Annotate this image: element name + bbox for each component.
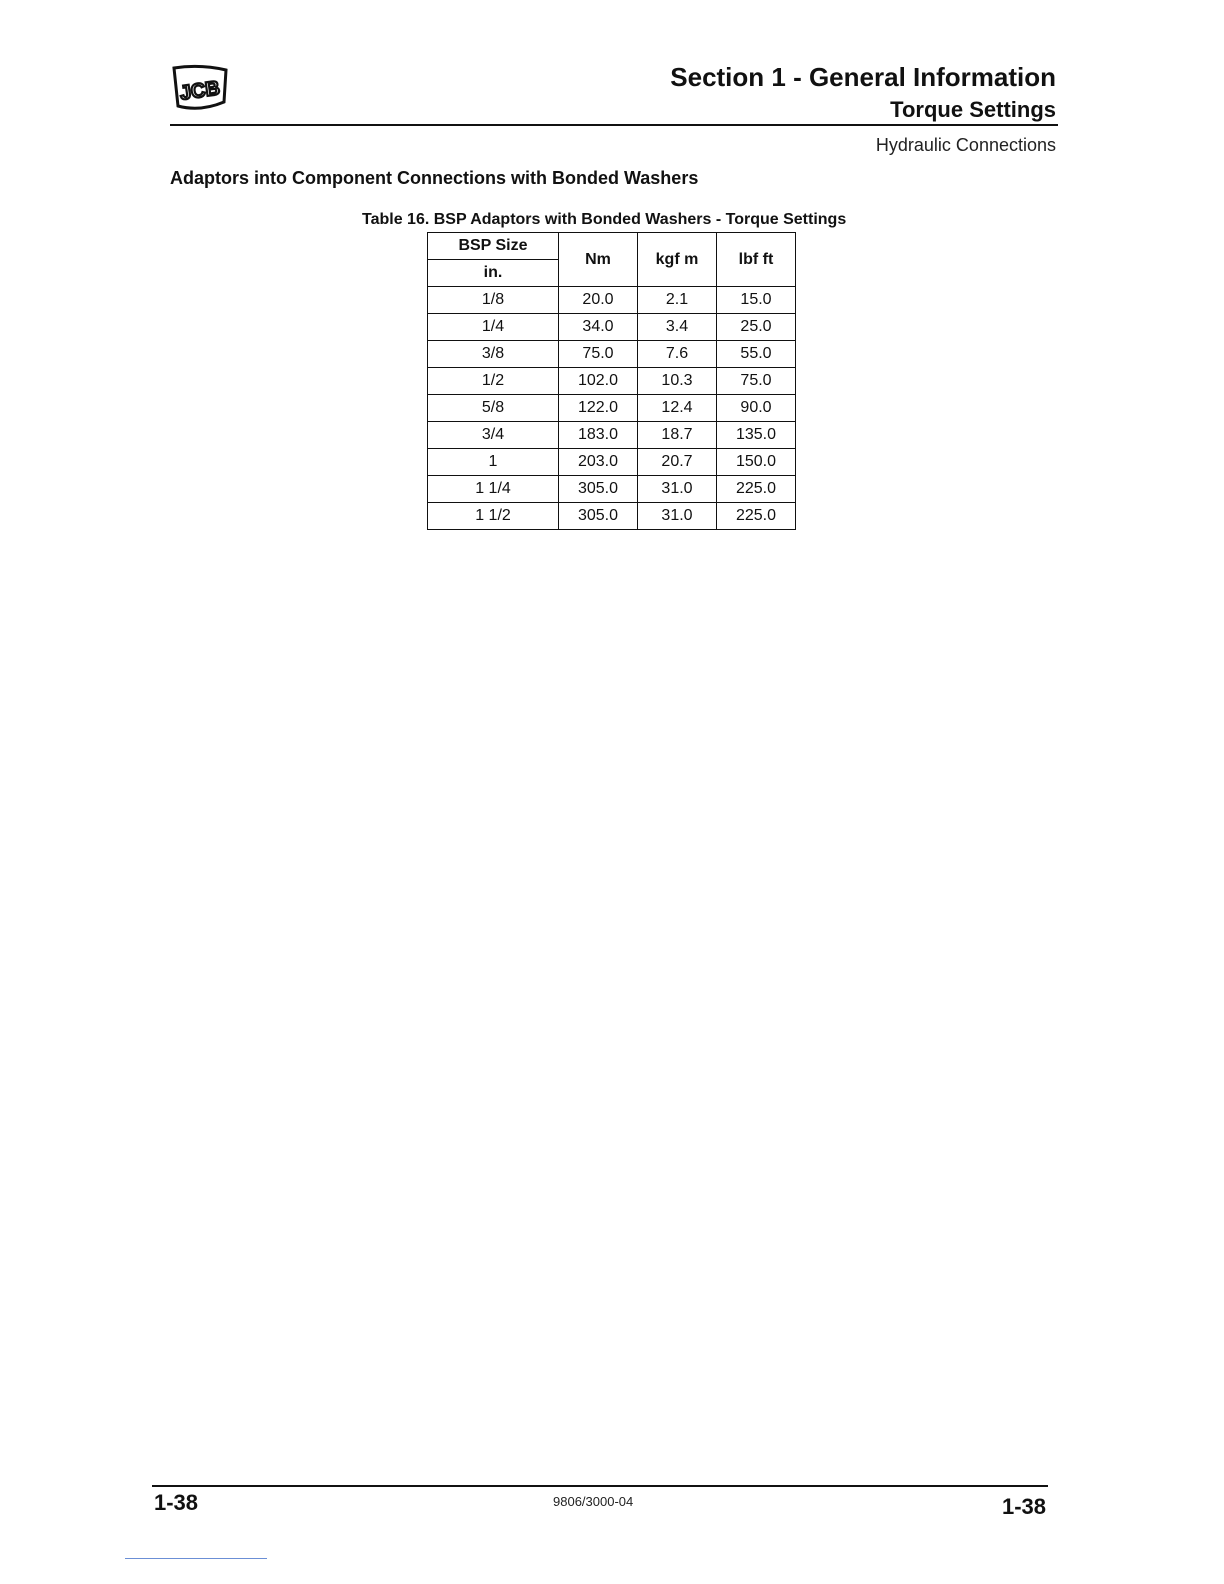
table-cell: 3/4 <box>428 422 559 449</box>
table-row <box>428 368 796 395</box>
logo-text: JCB <box>178 77 222 105</box>
table-cell: 183.0 <box>559 422 638 449</box>
table-row <box>428 476 796 503</box>
header-cell-nm: Nm <box>559 233 638 287</box>
topic-title: Hydraulic Connections <box>875 135 1056 155</box>
table-cell: 15.0 <box>717 287 796 314</box>
table-cell: 75.0 <box>559 341 638 368</box>
table-cell: 55.0 <box>717 341 796 368</box>
table-cell: 34.0 <box>559 314 638 341</box>
table-header-row <box>428 233 796 260</box>
table-cell: 1/4 <box>428 314 559 341</box>
header-cell-lbfft: lbf ft <box>717 233 796 287</box>
jcb-logo <box>170 62 230 114</box>
table-cell: 305.0 <box>559 476 638 503</box>
table-row <box>428 341 796 368</box>
table-row <box>428 395 796 422</box>
table-cell: 1 <box>428 449 559 476</box>
table-row <box>428 449 796 476</box>
table-cell: 25.0 <box>717 314 796 341</box>
table-cell: 122.0 <box>559 395 638 422</box>
table-cell: 225.0 <box>717 503 796 530</box>
content-heading: Adaptors into Component Connections with Bonded Washers <box>170 168 699 188</box>
table-cell: 3/8 <box>428 341 559 368</box>
table-cell: 102.0 <box>559 368 638 395</box>
header-cell-in: in. <box>428 260 559 287</box>
table-cell: 3.4 <box>638 314 717 341</box>
page-number-left: 1-38 <box>154 1490 199 1515</box>
table-cell: 12.4 <box>638 395 717 422</box>
page-number-right: 1-38 <box>1001 1494 1046 1519</box>
table-cell: 20.0 <box>559 287 638 314</box>
table-row <box>428 422 796 449</box>
table-cell: 5/8 <box>428 395 559 422</box>
footer-divider <box>152 1485 1048 1487</box>
header-cell-bsp-size: BSP Size <box>428 233 559 260</box>
table-cell: 90.0 <box>717 395 796 422</box>
table-cell: 31.0 <box>638 476 717 503</box>
subsection-title: Torque Settings <box>890 97 1056 122</box>
header-cell-kgfm: kgf m <box>638 233 717 287</box>
header-divider <box>170 124 1058 126</box>
document-number: 9806/3000-04 <box>553 1494 634 1509</box>
table-cell: 1/2 <box>428 368 559 395</box>
table-cell: 1 1/4 <box>428 476 559 503</box>
table-cell: 7.6 <box>638 341 717 368</box>
table-cell: 150.0 <box>717 449 796 476</box>
table-caption: Table 16. BSP Adaptors with Bonded Washers - Torque Settings <box>362 211 847 228</box>
table-cell: 1 1/2 <box>428 503 559 530</box>
torque-table <box>427 232 796 530</box>
table-cell: 18.7 <box>638 422 717 449</box>
table-cell: 31.0 <box>638 503 717 530</box>
table-cell: 203.0 <box>559 449 638 476</box>
table-cell: 1/8 <box>428 287 559 314</box>
table-cell: 75.0 <box>717 368 796 395</box>
table-cell: 225.0 <box>717 476 796 503</box>
table-cell: 10.3 <box>638 368 717 395</box>
table-cell: 305.0 <box>559 503 638 530</box>
table-row <box>428 503 796 530</box>
table-cell: 20.7 <box>638 449 717 476</box>
table-cell: 2.1 <box>638 287 717 314</box>
table-row <box>428 287 796 314</box>
table-row <box>428 314 796 341</box>
link-underline <box>125 1558 267 1559</box>
section-title: Section 1 - General Information <box>670 62 1056 92</box>
table-cell: 135.0 <box>717 422 796 449</box>
